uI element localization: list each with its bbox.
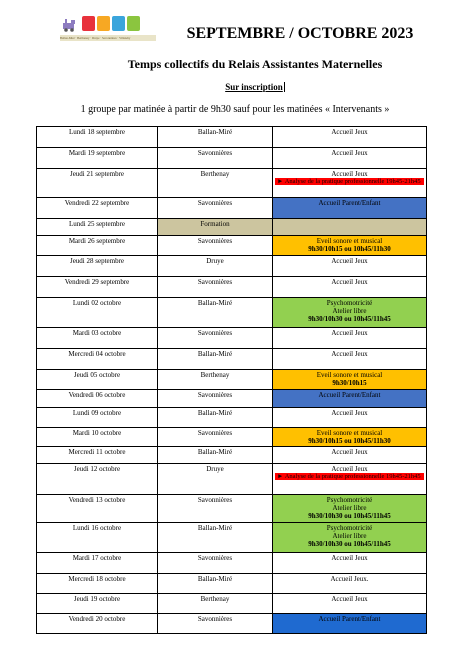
logo-block	[82, 16, 95, 31]
schedule-row	[37, 390, 427, 408]
activity-line: Accueil Jeux	[331, 448, 368, 456]
activity-cell	[273, 219, 427, 236]
date-cell: Mardi 03 octobre	[37, 328, 158, 349]
activity-line: Eveil sonore et musical	[316, 371, 383, 379]
date-cell: Mercredi 04 octobre	[37, 349, 158, 370]
date-cell: Vendredi 13 octobre	[37, 495, 158, 523]
schedule-row	[37, 553, 427, 574]
schedule-row	[37, 236, 427, 256]
activity-line: Accueil Parent/Enfant	[318, 391, 381, 399]
date-cell: Vendredi 22 septembre	[37, 198, 158, 219]
practice-analysis-note: ► Analyse de la pratique professionnelle 19h45-21h45	[275, 178, 424, 185]
place-cell: Formation	[158, 219, 273, 236]
schedule-row	[37, 574, 427, 594]
activity-cell	[273, 127, 427, 148]
date-cell: Mardi 19 septembre	[37, 148, 158, 169]
activity-line: Atelier libre	[332, 504, 367, 512]
activity-hours: 9h30/10h15 ou 10h45/11h30	[308, 437, 391, 445]
logo-block	[127, 16, 140, 31]
activity-cell	[273, 523, 427, 553]
activity-hours: 9h30/10h30 ou 10h45/11h45	[308, 315, 391, 323]
activity-cell	[273, 236, 427, 256]
date-cell: Jeudi 19 octobre	[37, 594, 158, 614]
place-cell: Savonnières	[158, 428, 273, 447]
activity-cell	[273, 148, 427, 169]
activity-line: Accueil Jeux	[331, 350, 368, 358]
activity-cell	[273, 390, 427, 408]
date-cell: Mercredi 11 octobre	[37, 447, 158, 464]
schedule-row	[37, 464, 427, 495]
schedule-row	[37, 370, 427, 390]
inscription-label: Sur inscription	[225, 82, 283, 92]
date-cell: Lundi 18 septembre	[37, 127, 158, 148]
date-cell: Jeudi 12 octobre	[37, 464, 158, 495]
schedule-row	[37, 169, 427, 198]
activity-cell	[273, 256, 427, 277]
place-cell: Ballan-Miré	[158, 127, 273, 148]
activity-line: Accueil Parent/Enfant	[318, 615, 381, 623]
place-cell: Berthenay	[158, 370, 273, 390]
date-cell: Vendredi 20 octobre	[37, 614, 158, 634]
train-icon	[62, 18, 80, 32]
date-cell: Lundi 25 septembre	[37, 219, 158, 236]
schedule-row	[37, 428, 427, 447]
activity-cell	[273, 447, 427, 464]
date-cell: Lundi 09 octobre	[37, 408, 158, 428]
place-cell: Ballan-Miré	[158, 523, 273, 553]
schedule-row	[37, 614, 427, 634]
schedule-row	[37, 408, 427, 428]
schedule-row	[37, 594, 427, 614]
logo-tagline: Ballan-Miré · Berthenay · Druye · Savonnières · Villandry	[60, 35, 156, 41]
logo-block	[97, 16, 110, 31]
activity-line: Accueil Jeux.	[330, 575, 369, 583]
schedule-row	[37, 328, 427, 349]
activity-line: Accueil Jeux	[331, 465, 368, 473]
date-cell: Jeudi 05 octobre	[37, 370, 158, 390]
activity-line: Accueil Jeux	[331, 595, 368, 603]
activity-cell	[273, 553, 427, 574]
activity-cell	[273, 495, 427, 523]
activity-line: Accueil Jeux	[331, 409, 368, 417]
schedule-row	[37, 298, 427, 328]
schedule-row	[37, 523, 427, 553]
date-cell: Lundi 02 octobre	[37, 298, 158, 328]
place-cell: Savonnières	[158, 553, 273, 574]
activity-cell	[273, 408, 427, 428]
activity-line: Accueil Jeux	[331, 149, 368, 157]
schedule-body	[37, 127, 427, 634]
activity-line: Accueil Jeux	[331, 554, 368, 562]
place-cell: Savonnières	[158, 390, 273, 408]
place-cell: Savonnières	[158, 198, 273, 219]
activity-line: Psychomotricité	[326, 496, 373, 504]
activity-hours: 9h30/10h30 ou 10h45/11h45	[308, 512, 391, 520]
schedule-row	[37, 256, 427, 277]
activity-hours: 9h30/10h15 ou 10h45/11h30	[308, 245, 391, 253]
activity-line: Accueil Jeux	[331, 278, 368, 286]
place-cell: Savonnières	[158, 277, 273, 298]
date-cell: Lundi 16 octobre	[37, 523, 158, 553]
activity-cell	[273, 370, 427, 390]
activity-cell	[273, 428, 427, 447]
activity-line: Psychomotricité	[326, 524, 373, 532]
date-cell: Mardi 10 octobre	[37, 428, 158, 447]
date-cell: Vendredi 29 septembre	[37, 277, 158, 298]
schedule-row	[37, 277, 427, 298]
place-cell: Savonnières	[158, 328, 273, 349]
place-cell: Savonnières	[158, 148, 273, 169]
place-cell: Druye	[158, 256, 273, 277]
date-cell: Jeudi 28 septembre	[37, 256, 158, 277]
activity-cell	[273, 594, 427, 614]
schedule-table	[36, 126, 427, 634]
schedule-row	[37, 495, 427, 523]
activity-line: Accueil Jeux	[331, 257, 368, 265]
practice-analysis-note: ► Analyse de la pratique professionnelle 19h45-21h45	[275, 473, 424, 480]
place-cell: Savonnières	[158, 495, 273, 523]
schedule-row	[37, 198, 427, 219]
activity-hours: 9h30/10h30 ou 10h45/11h45	[308, 540, 391, 548]
activity-line: Psychomotricité	[326, 299, 373, 307]
schedule-row	[37, 447, 427, 464]
place-cell: Ballan-Miré	[158, 574, 273, 594]
date-cell: Vendredi 06 octobre	[37, 390, 158, 408]
activity-line: Accueil Jeux	[331, 329, 368, 337]
page-title: SEPTEMBRE / OCTOBRE 2023	[186, 25, 414, 42]
inscription-note	[60, 82, 450, 92]
place-cell: Savonnières	[158, 236, 273, 256]
place-cell: Berthenay	[158, 594, 273, 614]
activity-line: Atelier libre	[332, 532, 367, 540]
date-cell: Mardi 26 septembre	[37, 236, 158, 256]
activity-hours: 9h30/10h15	[332, 379, 367, 387]
schedule-row	[37, 127, 427, 148]
place-cell: Ballan-Miré	[158, 408, 273, 428]
place-cell: Ballan-Miré	[158, 298, 273, 328]
logo-blocks	[82, 16, 140, 31]
place-cell: Ballan-Miré	[158, 349, 273, 370]
activity-cell	[273, 277, 427, 298]
activity-line: Atelier libre	[332, 307, 367, 315]
place-cell: Berthenay	[158, 169, 273, 198]
activity-cell	[273, 574, 427, 594]
activity-cell	[273, 349, 427, 370]
date-cell: Mardi 17 octobre	[37, 553, 158, 574]
logo-block	[112, 16, 125, 31]
relais-logo	[60, 14, 156, 42]
schedule-row	[37, 148, 427, 169]
place-cell: Druye	[158, 464, 273, 495]
place-cell: Ballan-Miré	[158, 447, 273, 464]
activity-cell	[273, 298, 427, 328]
date-cell: Mercredi 18 octobre	[37, 574, 158, 594]
date-cell: Jeudi 21 septembre	[37, 169, 158, 198]
schedule-row	[37, 219, 427, 236]
place-cell: Savonnières	[158, 614, 273, 634]
activity-line: Eveil sonore et musical	[316, 237, 383, 245]
activity-cell	[273, 328, 427, 349]
activity-line: Accueil Jeux	[331, 170, 368, 178]
activity-line: Accueil Jeux	[331, 128, 368, 136]
groups-note: 1 groupe par matinée à partir de 9h30 sauf pour les matinées « Intervenants »	[80, 104, 390, 115]
activity-cell	[273, 464, 427, 495]
activity-line: Eveil sonore et musical	[316, 429, 383, 437]
page-subtitle: Temps collectifs du Relais Assistantes Maternelles	[127, 57, 383, 71]
schedule-row	[37, 349, 427, 370]
activity-cell	[273, 614, 427, 634]
activity-cell	[273, 198, 427, 219]
activity-cell	[273, 169, 427, 198]
activity-line: Accueil Parent/Enfant	[318, 199, 381, 207]
